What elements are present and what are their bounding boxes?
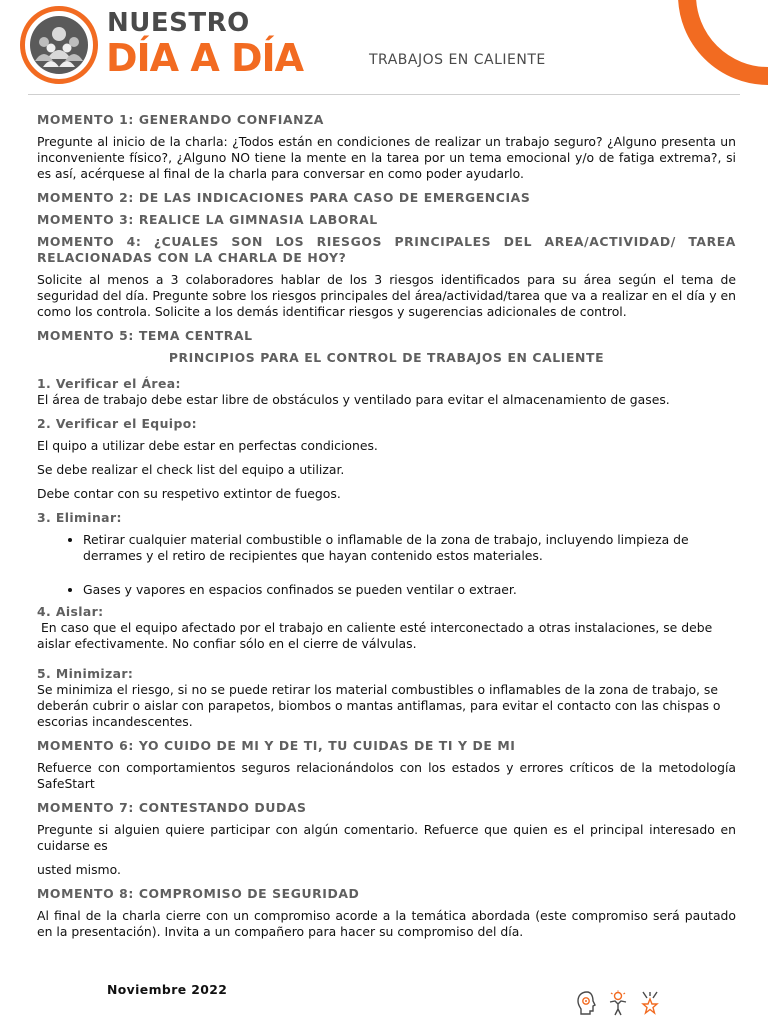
footer-icons — [576, 990, 666, 1016]
section-1-title: 1. Verificar el Área: — [37, 376, 181, 391]
section-5-text: Se minimiza el riesgo, si no se puede retirar los material combustibles o inflamables de la zona de trabajo, se deberán cubrir o aislar con parapetos, biombos o mantas antiflamas, para evitar el contacto con las chispas o escorias incandescentes. — [37, 682, 721, 729]
moment-1-text: Pregunte al inicio de la charla: ¿Todos están en condiciones de realizar un trabajo seguro? ¿Alguno presenta un inconveniente físico?, ¿Alguno NO tiene la mente en la tarea por un tema emocional y/o de fatiga extrema?, si es así, acérquese al final de la charla para conversar en como poder ayudarlo. — [37, 134, 736, 181]
section-3-list — [37, 532, 736, 598]
section-4-text: En caso que el equipo afectado por el trabajo en caliente esté interconectado a otras instalaciones, se debe aislar efectivamente. No confiar sólo en el cierre de válvulas. — [37, 620, 717, 651]
moment-3-heading: MOMENTO 3: REALICE LA GIMNASIA LABORAL — [37, 212, 378, 227]
section-2-title: 2. Verificar el Equipo: — [37, 416, 197, 431]
section-3-title: 3. Eliminar: — [37, 510, 122, 525]
person-star-icon — [638, 990, 662, 1016]
moment-7-text-continued: usted mismo. — [37, 862, 121, 877]
section-2-line: El quipo a utilizar debe estar en perfectas condiciones. — [37, 438, 378, 453]
header-divider — [28, 94, 740, 95]
logo-people-icon — [20, 6, 98, 84]
section-5-title: 5. Minimizar: — [37, 666, 134, 681]
list-item: • Retirar cualquier material combustible o inflamable de la zona de trabajo, incluyendo limpieza de derrames y el retiro de recipientes que hayan contenido estos materiales. — [83, 532, 736, 564]
moment-7-text: Pregunte si alguien quiere participar con algún comentario. Refuerce que quien es el principal interesado en cuidarse es — [37, 822, 736, 853]
section-2-line: Se debe realizar el check list del equipo a utilizar. — [37, 462, 345, 477]
moment-4-text: Solicite al menos a 3 colaboradores hablar de los 3 riesgos identificados para su área según el tema de seguridad del día. Pregunte sobre los riesgos principales del área/actividad/tarea que va a realizar en el día y en como los controla. Solicite a los demás identificar riesgos y sugerencias adicionales de control. — [37, 272, 736, 319]
section-2-line: Debe contar con su respetivo extintor de fuegos. — [37, 486, 341, 501]
section-1-text: El área de trabajo debe estar libre de obstáculos y ventilado para evitar el almacenamiento de gases. — [37, 392, 670, 407]
moment-1-heading: MOMENTO 1: GENERANDO CONFIANZA — [37, 112, 324, 127]
footer-date: Noviembre 2022 — [107, 982, 228, 997]
brand-name-top: NUESTRO — [107, 8, 250, 38]
page-header — [20, 6, 760, 86]
moment-4-heading: MOMENTO 4: ¿CUALES SON LOS RIESGOS PRINCIPALES DEL AREA/ACTIVIDAD/ TAREA RELACIONADAS CON LA CHARLA DE HOY? — [37, 234, 736, 265]
person-lightbulb-icon — [606, 990, 630, 1016]
moment-8-text: Al final de la charla cierre con un compromiso acorde a la temática abordada (este compromiso será pautado en la presentación). Invita a un compañero para hacer su compromiso del día. — [37, 908, 736, 939]
moment-6-text: Refuerce con comportamientos seguros relacionándolos con los estados y errores críticos de la metodología SafeStart — [37, 760, 736, 791]
moment-2-heading: MOMENTO 2: DE LAS INDICACIONES PARA CASO DE EMERGENCIAS — [37, 190, 531, 205]
moment-7-heading: MOMENTO 7: CONTESTANDO DUDAS — [37, 800, 307, 815]
brand-name-bottom: DÍA A DÍA — [106, 36, 304, 80]
head-gear-icon — [576, 990, 598, 1016]
document-title: TRABAJOS EN CALIENTE — [369, 52, 546, 68]
document-body — [37, 112, 736, 948]
central-topic-title: PRINCIPIOS PARA EL CONTROL DE TRABAJOS EN CALIENTE — [168, 350, 605, 365]
list-item: • Gases y vapores en espacios confinados se pueden ventilar o extraer. — [83, 582, 736, 598]
moment-8-heading: MOMENTO 8: COMPROMISO DE SEGURIDAD — [37, 886, 360, 901]
moment-6-heading: MOMENTO 6: YO CUIDO DE MI Y DE TI, TU CUIDAS DE TI Y DE MI — [37, 738, 516, 753]
moment-5-heading: MOMENTO 5: TEMA CENTRAL — [37, 328, 253, 343]
section-4-title: 4. Aislar: — [37, 604, 104, 619]
